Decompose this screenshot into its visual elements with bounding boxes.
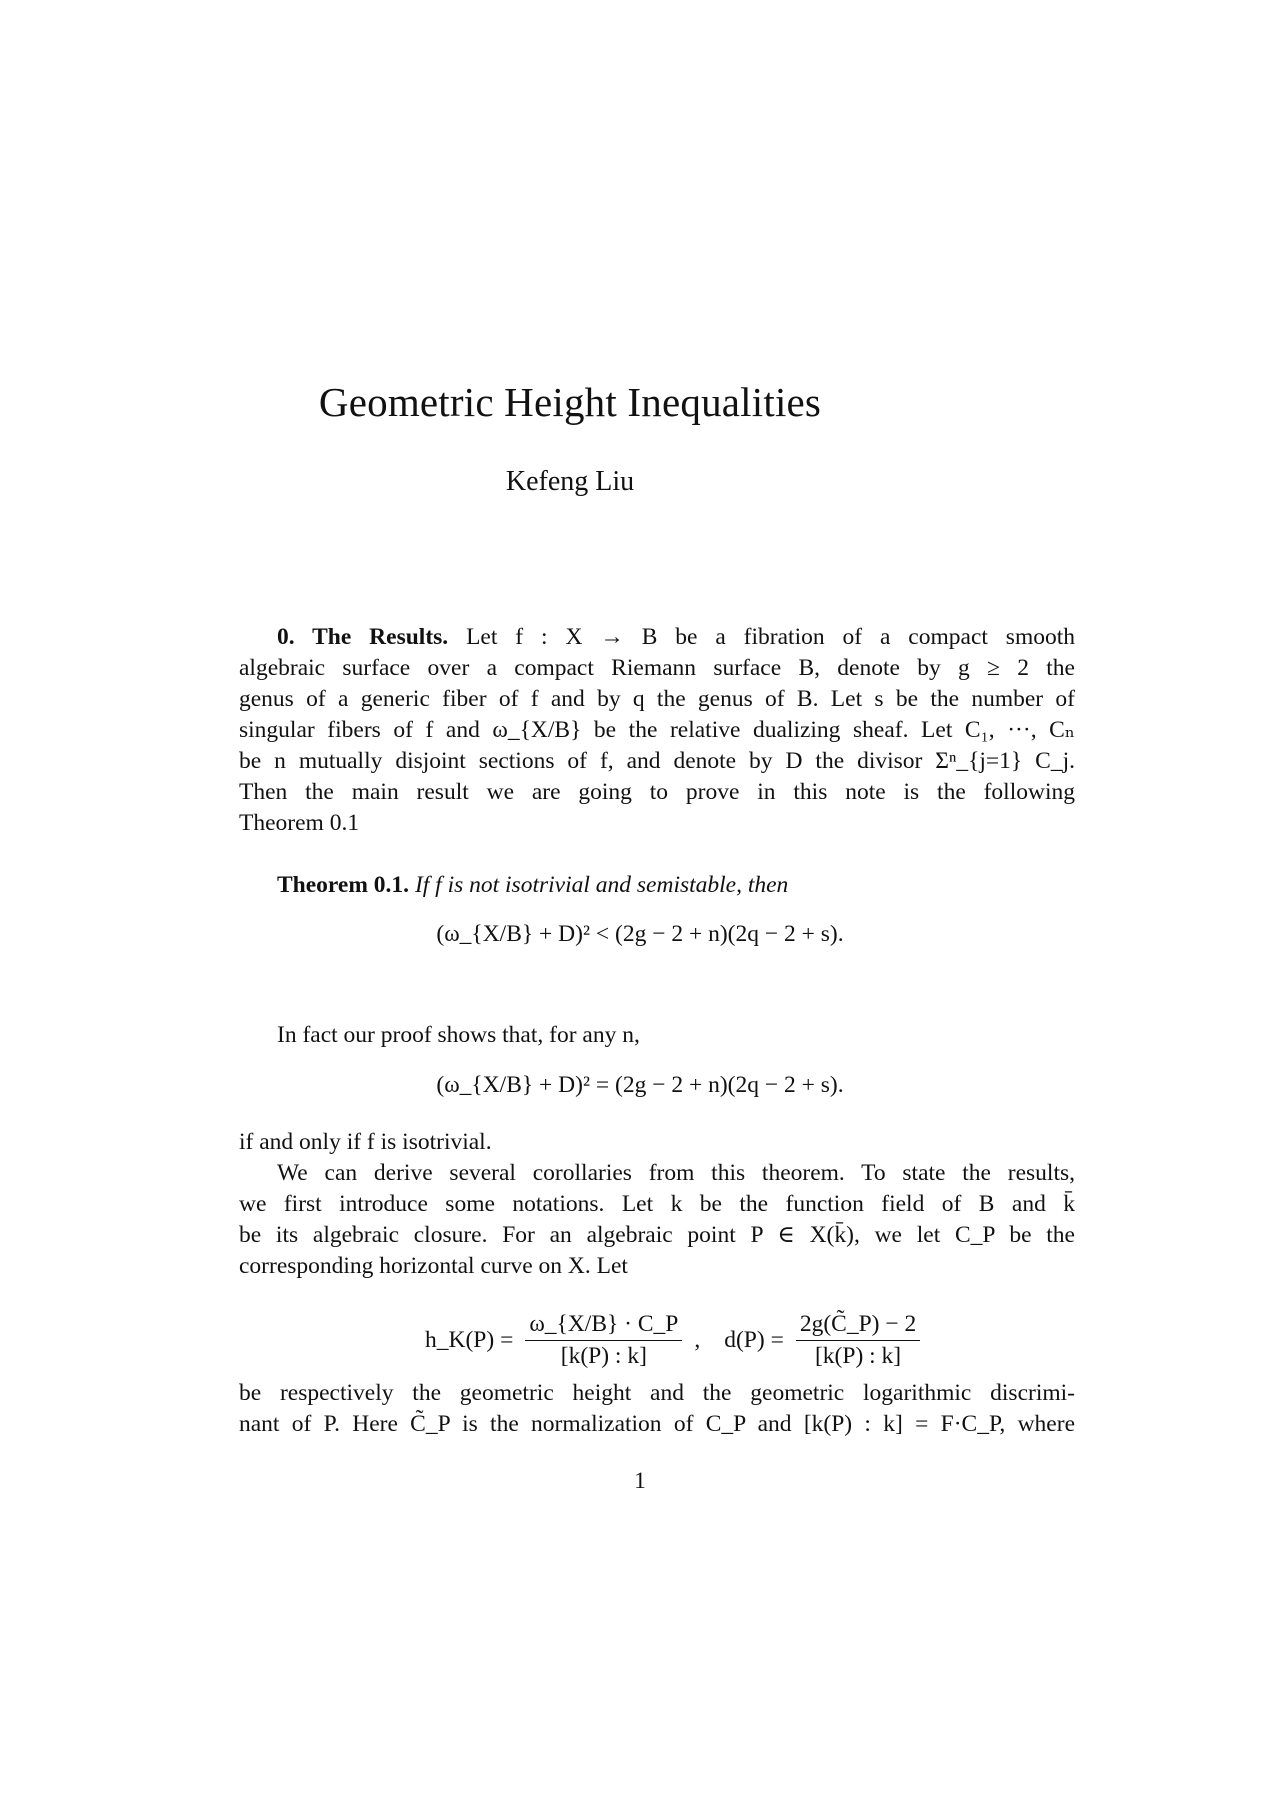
text-line: We can derive several corollaries from this theorem. To state the results, — [277, 1160, 1075, 1186]
closing-paragraph — [239, 1378, 1075, 1440]
paper-title: Geometric Height Inequalities — [318, 379, 822, 425]
height-numerator: ω_{X/B} · C_P — [525, 1311, 682, 1341]
text-line: nant of P. Here C̃_P is the normalization of C_P and [k(P) : k] = F·C_P, where — [239, 1411, 1075, 1437]
height-denominator: [k(P) : k] — [560, 1342, 647, 1369]
section-results-paragraph — [239, 622, 1075, 839]
author-name: Kefeng Liu — [505, 466, 635, 497]
text-line: algebraic surface over a compact Riemann surface B, denote by g ≥ 2 the — [239, 655, 1075, 681]
text-line: be its algebraic closure. For an algebraic point P ∈ X(k̄), we let C_P be the — [239, 1222, 1075, 1248]
text-line: be n mutually disjoint sections of f, and denote by D the divisor Σⁿ_{j=1} C_j. — [239, 748, 1075, 774]
discriminant-denominator: [k(P) : k] — [814, 1342, 902, 1369]
remark-intro: In fact our proof shows that, for any n, — [277, 1022, 640, 1048]
display-equality: (ω_{X/B} + D)² = (2g − 2 + n)(2q − 2 + s). — [436, 1072, 844, 1098]
page-number: 1 — [634, 1468, 646, 1494]
discriminant-lhs: d(P) = — [724, 1326, 784, 1353]
text-line: if and only if f is isotrivial. — [239, 1129, 492, 1155]
remark-paragraph — [239, 1127, 1075, 1282]
theorem-text: If f is not isotrivial and semistable, then — [414, 872, 789, 898]
text-line: 0. The Results. Let f : X → B be a fibration of a compact smooth — [277, 624, 1076, 650]
height-lhs: h_K(P) = — [425, 1326, 514, 1353]
discriminant-numerator: 2g(C̃_P) − 2 — [796, 1311, 920, 1341]
text-line: genus of a generic fiber of f and by q the genus of B. Let s be the number of — [239, 686, 1075, 712]
text-line: singular fibers of f and ω_{X/B} be the relative dualizing sheaf. Let C₁, ···, Cₙ — [239, 717, 1075, 743]
height-definitions — [0, 1300, 1280, 1380]
theorem-label: Theorem 0.1. — [277, 872, 410, 898]
text-line: Then the main result we are going to prove in this note is the following — [239, 779, 1075, 805]
text-line: be respectively the geometric height and the geometric logarithmic discrimi- — [239, 1380, 1075, 1406]
definitions-row — [425, 1310, 926, 1369]
separator: , — [694, 1326, 701, 1353]
display-inequality: (ω_{X/B} + D)² < (2g − 2 + n)(2q − 2 + s). — [436, 921, 844, 947]
text-line: Theorem 0.1 — [239, 810, 360, 836]
text-line: we first introduce some notations. Let k be the function field of B and k̄ — [239, 1191, 1075, 1217]
height-fraction — [525, 1311, 682, 1370]
theorem-statement — [277, 870, 1077, 901]
discriminant-fraction — [796, 1311, 920, 1370]
text-line: corresponding horizontal curve on X. Let — [239, 1253, 628, 1279]
section-heading: 0. The Results. — [277, 624, 449, 650]
